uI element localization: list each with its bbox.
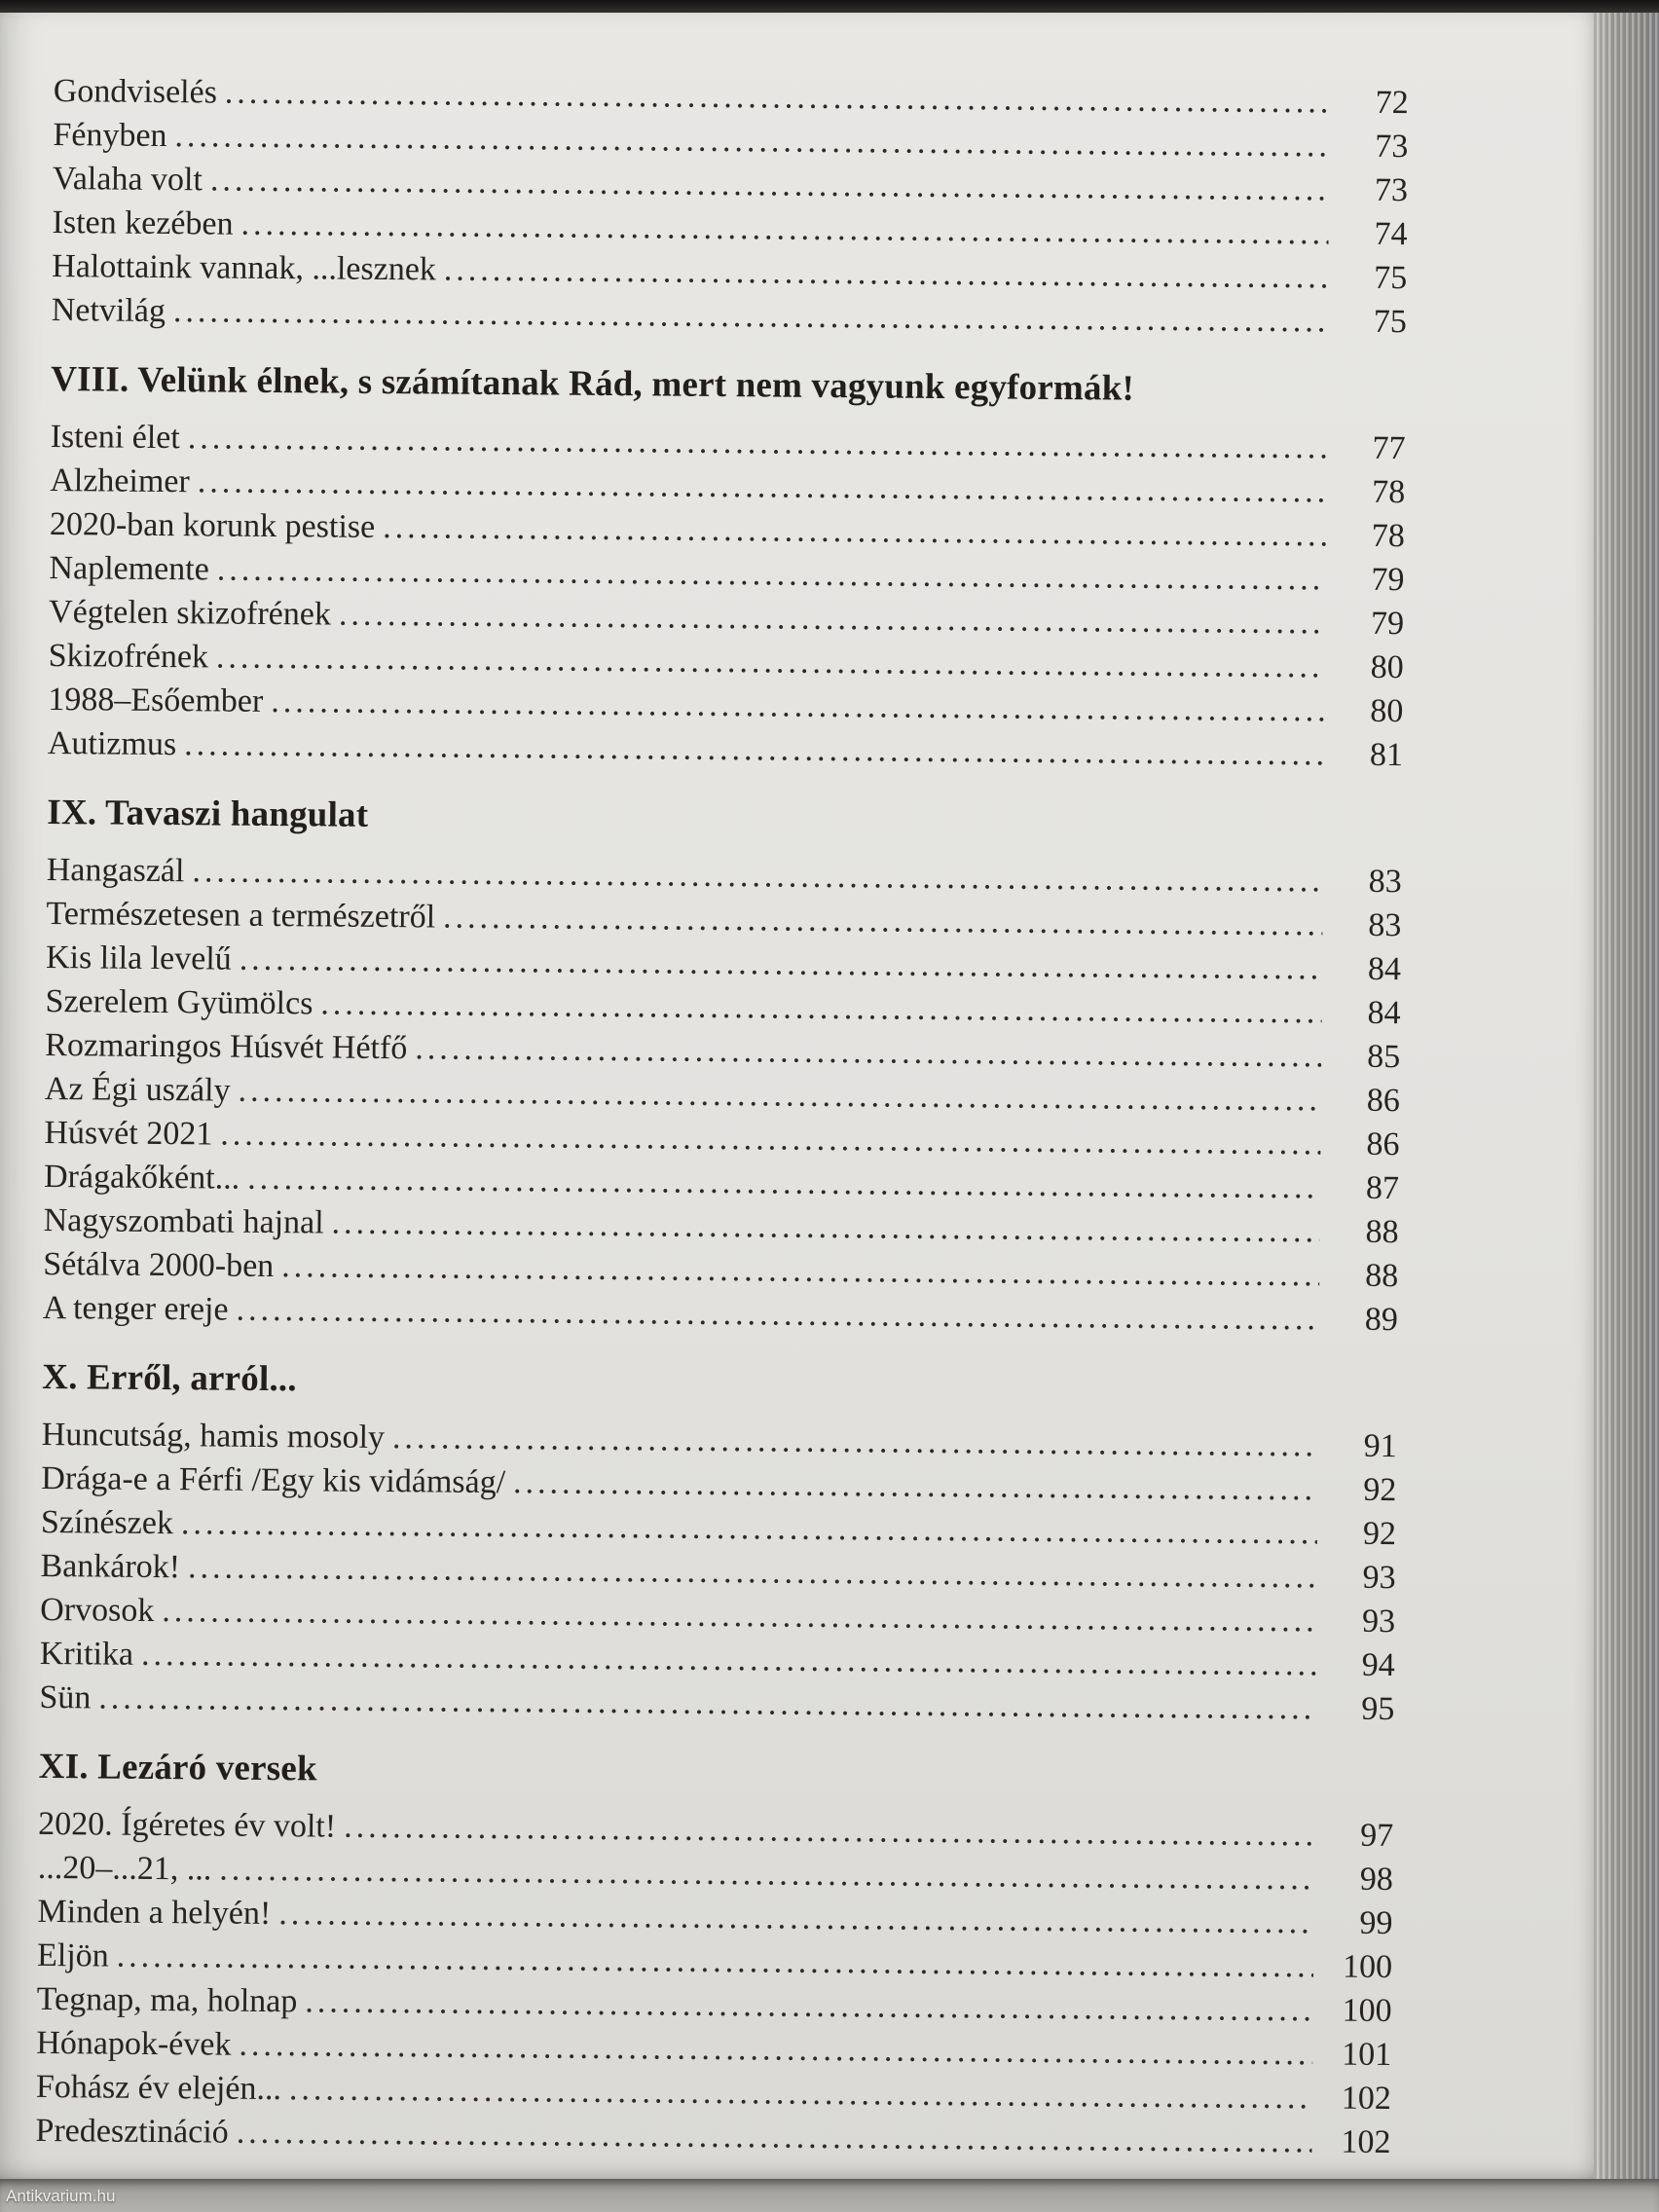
- toc-entry-title: Kritika: [39, 1635, 134, 1673]
- toc-entry-title: Fohász év elején...: [35, 2068, 282, 2108]
- toc-entry-title: Sün: [39, 1678, 92, 1716]
- toc-entry-page-number: 95: [1361, 1690, 1395, 1728]
- toc-entry-title: Halottaink vannak, ...lesznek: [52, 247, 437, 288]
- toc-entry-title: 2020. Ígéretes év volt!: [38, 1805, 337, 1845]
- toc-entry-page-number: 85: [1367, 1038, 1401, 1076]
- toc-entry-page-number: 86: [1366, 1125, 1400, 1163]
- toc-entry-page-number: 78: [1371, 517, 1406, 555]
- toc-entry-page-number: 102: [1341, 2080, 1392, 2118]
- toc-section-heading: VIII. Velünk élnek, s számítanak Rád, mert nem vagyunk egyformák!: [51, 358, 1135, 409]
- toc-entry-page-number: 89: [1364, 1301, 1399, 1339]
- toc-entry-title: Szerelem Gyümölcs: [45, 982, 313, 1022]
- toc-entry-title: Fényben: [53, 116, 167, 155]
- toc-entry-title: Rozmaringos Húsvét Hétfő: [45, 1026, 408, 1067]
- toc-entry-title: Az Égi uszály: [44, 1070, 231, 1109]
- toc-entry-title: Orvosok: [40, 1591, 155, 1629]
- toc-entry-title: 2020-ban korunk pestise: [49, 505, 376, 545]
- toc-entry-page-number: 72: [1375, 84, 1409, 122]
- toc-entry-page-number: 100: [1342, 1948, 1393, 1986]
- toc-entry-page-number: 79: [1371, 561, 1405, 599]
- toc-entry-page-number: 87: [1365, 1169, 1400, 1207]
- toc-entry-title: Skizofrének: [48, 637, 209, 676]
- toc-section-heading: IX. Tavaszi hangulat: [47, 792, 369, 835]
- toc-entry-title: 1988–Esőember: [48, 681, 264, 719]
- toc-entry-page-number: 101: [1342, 2036, 1392, 2074]
- toc-entry-title: Hangaszál: [46, 851, 185, 890]
- toc-entry-title: Netvilág: [51, 291, 166, 330]
- toc-entry-page-number: 74: [1374, 215, 1408, 253]
- toc-entry-page-number: 98: [1359, 1861, 1393, 1899]
- toc-entry-title: Eljön: [36, 1936, 109, 1974]
- toc-entry-page-number: 84: [1367, 950, 1402, 988]
- dot-leader: [173, 289, 1328, 343]
- toc-entry-title: Naplemente: [49, 549, 209, 588]
- toc-entry-title: Természetesen a természetről: [46, 895, 436, 936]
- toc-entry-page-number: 79: [1370, 605, 1405, 643]
- toc-entry-page-number: 94: [1361, 1646, 1395, 1684]
- toc-entry-page-number: 73: [1375, 128, 1409, 166]
- toc-entry-page-number: 86: [1366, 1082, 1400, 1120]
- toc-entry-page-number: 78: [1372, 473, 1406, 511]
- toc-entry-title: A tenger ereje: [42, 1289, 229, 1328]
- toc-entry-page-number: 100: [1342, 1992, 1392, 2030]
- watermark: Antikvarium.hu: [6, 2187, 116, 2205]
- toc-entry-page-number: 81: [1369, 736, 1404, 774]
- toc-entry-title: Isten kezében: [52, 203, 234, 242]
- dot-leader: [444, 248, 1329, 300]
- toc-entry-title: Drágakőként...: [43, 1158, 240, 1197]
- toc-entry-page-number: 99: [1359, 1904, 1393, 1942]
- toc-entry-page-number: 77: [1372, 429, 1406, 467]
- toc-entry-page-number: 93: [1361, 1603, 1396, 1641]
- toc-entry-title: Hónapok-évek: [36, 2024, 232, 2063]
- toc-entry-page-number: 97: [1360, 1817, 1394, 1855]
- photo-bottom-surface: [0, 2179, 1659, 2212]
- toc-entry-title: Huncutság, hamis mosoly: [41, 1416, 386, 1456]
- toc-entry-page-number: 92: [1362, 1515, 1397, 1553]
- toc-entry-title: Predesztináció: [35, 2112, 229, 2151]
- toc-entry-title: Bankárok!: [40, 1547, 181, 1586]
- dot-leader: [443, 896, 1323, 947]
- toc-entry-title: ...20–...21, ...: [37, 1849, 212, 1888]
- toc-entry-title: Alzheimer: [50, 461, 190, 500]
- dot-leader: [98, 1676, 1315, 1730]
- toc-entry-title: Húsvét 2021: [44, 1114, 213, 1153]
- toc-entry-page-number: 93: [1362, 1559, 1396, 1597]
- toc-entry-title: Minden a helyén!: [37, 1893, 272, 1933]
- book-fore-edge: [1591, 0, 1659, 2212]
- toc-entry-title: Gondviselés: [53, 72, 218, 111]
- toc-entry-title: Nagyszombati hajnal: [43, 1201, 324, 1241]
- toc-entry-title: Tegnap, ma, holnap: [36, 1980, 298, 2020]
- toc-entry-title: Valaha volt: [52, 160, 203, 199]
- toc-entry-title: Autizmus: [47, 724, 177, 763]
- toc-entry-page-number: 75: [1373, 303, 1407, 341]
- toc-entry-page-number: 75: [1374, 259, 1408, 297]
- toc-entry-page-number: 92: [1363, 1471, 1397, 1509]
- toc-entry-title: Sétálva 2000-ben: [43, 1245, 275, 1285]
- dot-leader: [513, 1460, 1318, 1511]
- toc-entry-title: Színészek: [40, 1503, 174, 1542]
- toc-entry-page-number: 83: [1368, 906, 1402, 944]
- toc-entry-page-number: 80: [1370, 692, 1404, 730]
- toc-entry-title: Kis lila levelű: [45, 939, 232, 977]
- toc-entry-page-number: 73: [1374, 171, 1409, 209]
- dot-leader: [415, 1026, 1321, 1078]
- dot-leader: [236, 1288, 1319, 1342]
- dot-leader: [184, 722, 1324, 776]
- toc-entry-title: Isteni élet: [50, 418, 180, 457]
- book-page: [0, 13, 1594, 2179]
- dot-leader: [237, 2111, 1312, 2164]
- toc-entry-page-number: 88: [1365, 1257, 1399, 1295]
- toc-entry-page-number: 102: [1341, 2123, 1391, 2161]
- toc-entry-page-number: 80: [1370, 648, 1404, 686]
- toc-entry-page-number: 83: [1368, 863, 1402, 901]
- table-of-contents: [35, 69, 1409, 2164]
- toc-entry-page-number: 84: [1367, 994, 1401, 1032]
- toc-section-heading: XI. Lezáró versek: [38, 1746, 317, 1789]
- toc-section-heading: X. Erről, arról...: [42, 1356, 297, 1400]
- toc-entry-page-number: 91: [1363, 1427, 1397, 1465]
- toc-entry-title: Drága-e a Férfi /Egy kis vidámság/: [41, 1459, 506, 1501]
- photo-top-edge: [0, 0, 1659, 13]
- toc-entry-title: Végtelen skizofrének: [48, 593, 332, 633]
- toc-entry-page-number: 88: [1365, 1213, 1399, 1251]
